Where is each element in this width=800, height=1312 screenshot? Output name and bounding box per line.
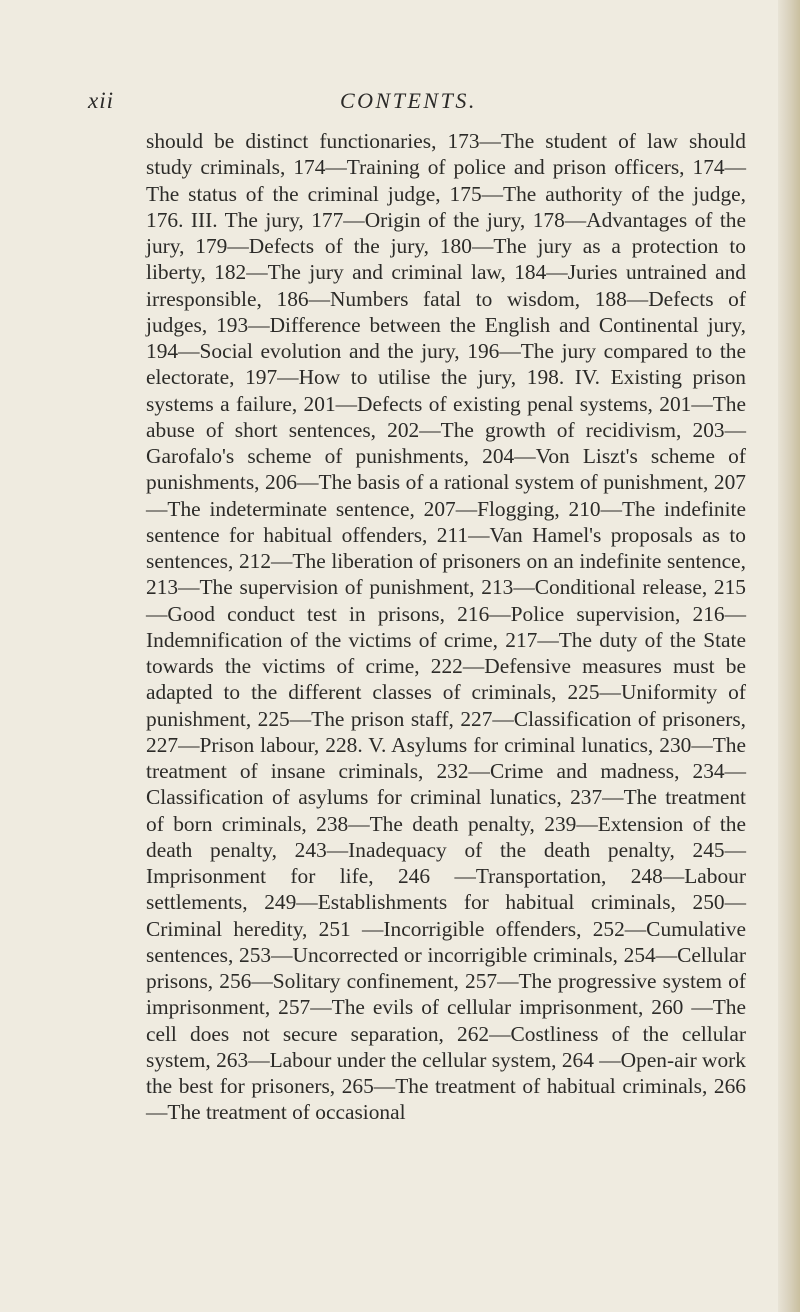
running-head — [0, 88, 800, 128]
contents-body — [146, 128, 746, 1126]
page-edge-shadow — [778, 0, 800, 1312]
page-number: xii — [88, 88, 114, 113]
contents-paragraph: should be distinct functionaries, 173—The student of law should study criminals, 174—Training of police and prison officers, 174—The status of the criminal judge, 175—The authority of the judge, 176. III. The jury, 177—Origin of the jury, 178—Advantages of the jury, 179—Defects of the jury, 180—The jury as a protection to liberty, 182—The jury and criminal law, 184—Juries untrained and irresponsible, 186—Numbers fatal to wisdom, 188—Defects of judges, 193—Difference between the English and Continental jury, 194—Social evolution and the jury, 196—The jury compared to the electorate, 197—How to utilise the jury, 198. IV. Existing prison systems a failure, 201—Defects of existing penal systems, 201—The abuse of short sentences, 202—The growth of recidivism, 203—Garofalo's scheme of punishments, 204—Von Liszt's scheme of punishments, 206—The basis of a rational system of punishment, 207—The indeterminate sentence, 207—Flogging, 210—The indefinite sentence for habitual offenders, 211—Van Hamel's proposals as to sentences, 212—The liberation of prisoners on an indefinite sentence, 213—The supervision of punishment, 213—Conditional release, 215—Good conduct test in prisons, 216—Police supervision, 216—Indemnification of the victims of crime, 217—The duty of the State towards the victims of crime, 222—Defensive measures must be adapted to the different classes of criminals, 225—Uniformity of punishment, 225—The prison staff, 227—Classification of prisoners, 227—Prison labour, 228. V. Asylums for criminal lunatics, 230—The treatment of insane criminals, 232—Crime and madness, 234—Classification of asylums for criminal lunatics, 237—The treatment of born criminals, 238—The death penalty, 239—Extension of the death penalty, 243—Inadequacy of the death penalty, 245—Imprisonment for life, 246 —Transportation, 248—Labour settlements, 249—Establishments for habitual criminals, 250—Criminal heredity, 251 —Incorrigible offenders, 252—Cumulative sentences, 253—Uncorrected or incorrigible criminals, 254—Cellular prisons, 256—Solitary confinement, 257—The progressive system of imprisonment, 257—The evils of cellular imprisonment, 260 —The cell does not secure separation, 262—Costliness of the cellular system, 263—Labour under the cellular system, 264 —Open-air work the best for prisoners, 265—The treatment of habitual criminals, 266—The treatment of occasional — [146, 129, 746, 1125]
running-title: CONTENTS. — [340, 88, 477, 113]
